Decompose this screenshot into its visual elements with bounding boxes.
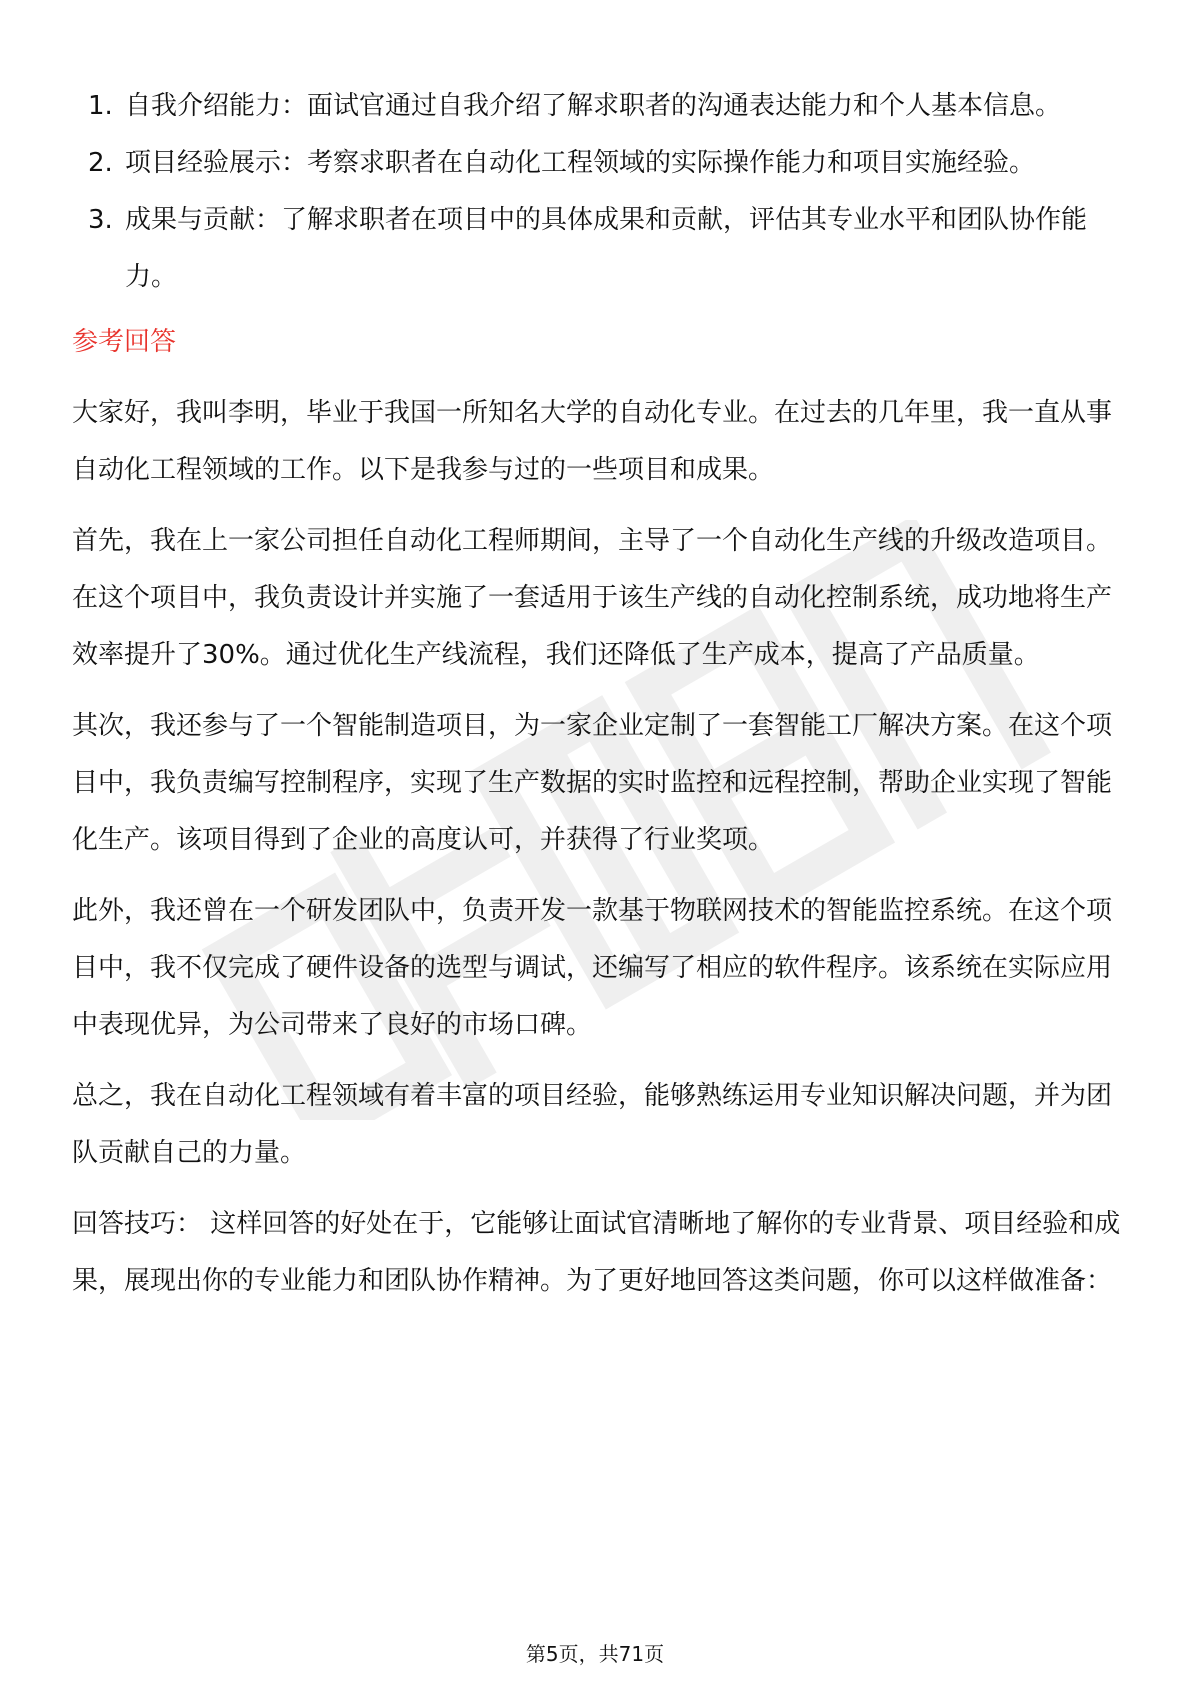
paragraph: 总之，我在自动化工程领域有着丰富的项目经验，能够熟练运用专业知识解决问题，并为团队贡献自己的力量。 [72, 1081, 1113, 1168]
numbered-list [72, 78, 1132, 306]
document-content [72, 78, 1132, 1324]
list-item-number: 2. [88, 148, 113, 178]
paragraph: 回答技巧： 这样回答的好处在于，它能够让面试官清晰地了解你的专业背景、项目经验和成果，展现出你的专业能力和团队协作精神。为了更好地回答这类问题，你可以这样做准备： [72, 1209, 1121, 1296]
section-title: 参考回答 [72, 327, 177, 357]
list-item-number: 3. [88, 205, 113, 235]
list-item-number: 1. [88, 91, 113, 121]
paragraph: 首先，我在上一家公司担任自动化工程师期间，主导了一个自动化生产线的升级改造项目。在这个项目中，我负责设计并实施了一套适用于该生产线的自动化控制系统，成功地将生产效率提升了30%。通过优化生产线流程，我们还降低了生产成本，提高了产品质量。 [72, 526, 1113, 670]
page-number-footer: 第5页，共71页 [525, 1642, 665, 1666]
list-item [72, 192, 1132, 306]
list-item-text: 项目经验展示：考察求职者在自动化工程领域的实际操作能力和项目实施经验。 [125, 148, 1036, 178]
list-item [72, 78, 1132, 135]
paragraph: 此外，我还曾在一个研发团队中，负责开发一款基于物联网技术的智能监控系统。在这个项目中，我不仅完成了硬件设备的选型与调试，还编写了相应的软件程序。该系统在实际应用中表现优异，为公司带来了良好的市场口碑。 [72, 896, 1113, 1040]
list-item [72, 135, 1132, 192]
paragraph: 其次，我还参与了一个智能制造项目，为一家企业定制了一套智能工厂解决方案。在这个项目中，我负责编写控制程序，实现了生产数据的实时监控和远程控制，帮助企业实现了智能化生产。该项目得到了企业的高度认可，并获得了行业奖项。 [72, 711, 1113, 855]
list-item-text: 自我介绍能力：面试官通过自我介绍了解求职者的沟通表达能力和个人基本信息。 [125, 91, 1062, 121]
paragraph: 大家好，我叫李明，毕业于我国一所知名大学的自动化专业。在过去的几年里，我一直从事自动化工程领域的工作。以下是我参与过的一些项目和成果。 [72, 398, 1113, 485]
list-item-text: 成果与贡献：了解求职者在项目中的具体成果和贡献，评估其专业水平和团队协作能力。 [125, 205, 1088, 292]
